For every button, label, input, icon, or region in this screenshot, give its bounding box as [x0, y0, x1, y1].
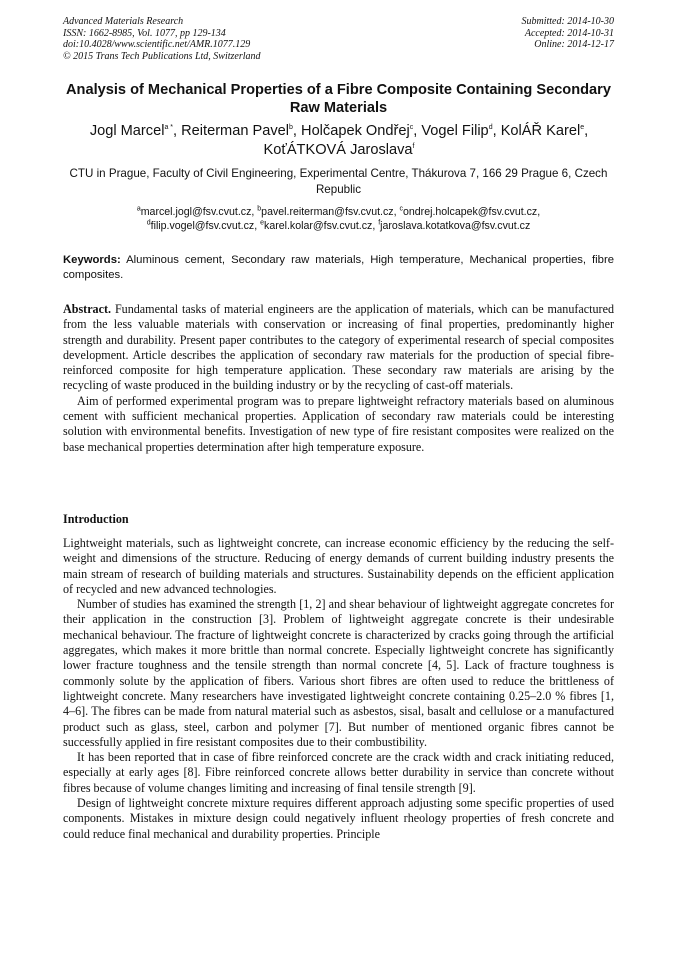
author-affil-sup: a *: [164, 124, 174, 132]
email-sup: e: [260, 219, 265, 227]
author-name: KoťÁTKOVÁ Jaroslava: [263, 141, 413, 158]
body-paragraph: It has been reported that in case of fibre reinforced concrete are the crack width and crack initiating reduced, especially at early ages [8]. Fibre reinforced concrete allows better durability in service than concrete without fibres because of volume changes limiting and increasing of final tensile strength [9].: [63, 750, 614, 795]
publication-dates: [522, 16, 615, 51]
email-sup: c: [399, 205, 403, 213]
section-heading: Introduction: [63, 512, 129, 526]
email-list: $^a$marcel.jogl@fsv.cvut.cz, $^b$pavel.reiterman@fsv.cvut.cz, $^c$ondrej.holcapek@fsv.cvut.cz, $^d$filip.vogel@fsv.cvut.cz, $^e$karel.kolar@fsv.cvut.cz, $^f$jaroslava.kotatkova@fsv.cvut.cz: [136, 205, 541, 232]
introduction-section: [63, 536, 614, 842]
email-link[interactable]: karel.kolar@fsv.cvut.cz: [264, 220, 373, 232]
author-name: Holčapek Ondřej: [301, 123, 410, 139]
abstract: [63, 302, 614, 455]
author-name: Reiterman Pavel: [181, 123, 290, 139]
author-affil-sup: e: [580, 124, 585, 132]
author-affil-sup: c: [409, 124, 414, 132]
author-affil-sup: d: [488, 124, 493, 132]
email-sup: f: [378, 219, 381, 227]
paper-title: Analysis of Mechanical Properties of a Fibre Composite Containing Secondary Raw Materials: [66, 82, 611, 116]
accepted-date: Accepted: 2014-10-31: [524, 27, 614, 39]
abstract-paragraph: Fundamental tasks of material engineers are the application of materials, which can be manufactured from the less valuable materials with conservation or increasing of final properties, predominantly higher strength and durability. Present paper contributes to the category of experimental research of special composites development. Article describes the application of secondary raw materials for the production of special fibre-reinforced composite for high temperature application. These secondary raw materials are arising by the recycling of waste produced in the building industry or by the recycling of cast-off materials.: [63, 302, 614, 393]
journal-info: [63, 16, 261, 62]
issn-line: ISSN: 1662-8985, Vol. 1077, pp 129-134: [63, 27, 226, 39]
email-sup: b: [257, 205, 262, 213]
email-link[interactable]: ondrej.holcapek@fsv.cvut.cz: [403, 206, 538, 218]
email-link[interactable]: marcel.jogl@fsv.cvut.cz: [140, 206, 252, 218]
author-affil-sup: f: [412, 142, 415, 150]
author-name: Vogel Filip: [421, 123, 489, 139]
online-date: Online: 2014-12-17: [534, 39, 614, 50]
submitted-date: Submitted: 2014-10-30: [521, 16, 614, 27]
body-paragraph: Lightweight materials, such as lightweight concrete, can increase economic efficiency by the reducing the self-weight and dimensions of the structure. Reducing of energy demands of current building industry presents the main stream of research of building materials and structures. Sustainability depends on the efficient application of recycled and new advanced technologies.: [63, 536, 614, 596]
keywords-text: Aluminous cement, Secondary raw materials, High temperature, Mechanical properties, fibre composites.: [63, 254, 614, 281]
author-name: Jogl Marcel: [89, 123, 165, 139]
email-link[interactable]: pavel.reiterman@fsv.cvut.cz: [261, 206, 394, 218]
email-link[interactable]: filip.vogel@fsv.cvut.cz: [150, 220, 255, 232]
body-paragraph: Number of studies has examined the strength [1, 2] and shear behaviour of lightweight aggregate concretes for their application in the construction [3]. Problem of lightweight aggregate concrete is their undesirable mechanical behaviour. The fracture of lightweight concrete is characterized by cracks going through the artificial aggregates, which makes it more brittle than normal concrete. Especially lightweight concrete has significantly lower fracture toughness and the tensile strength than normal concrete [4, 5]. Lack of fracture toughness is commonly solute by the application of fibers. Various short fibres are often used to reduce the brittleness of lightweight concrete. Many researchers have investigated lightweight concrete containing 0.25–2.0 % fibres [1, 4–6]. The fibres can be made from natural material such as asbestos, sisal, basalt and cellulose or a manufactured product such as glass, steel, carbon and polymer [7]. But number of mentioned organic fibres cannot be successfully applied in fire resistant composites due to their combustibility.: [63, 597, 614, 749]
keywords: [63, 253, 614, 282]
abstract-paragraph: Aim of performed experimental program was to prepare lightweight refractory materials based on aluminous cement with sufficient mechanical properties. Application of secondary raw materials could be interesting solution with environmental benefits. Investigation of new type of fire resistant composites were realized on the base mechanical properties determination after high temperature exposure.: [63, 393, 614, 454]
author-list: Jogl Marcel$^{a *}$, Reiterman Pavel$^b$, Holčapek Ondřej$^c$, Vogel Filip$^d$, KolÁŘ Karel$^e$, KoťÁTKOVÁ Jaroslava$^f$: [89, 123, 589, 158]
body-paragraph: Design of lightweight concrete mixture requires different approach adjusting some specific properties of used components. Mistakes in mixture design could negatively influent rheology properties of fresh concrete and could reduce final mechanical and durability properties. Principle: [63, 796, 614, 841]
copyright-line: © 2015 Trans Tech Publications Ltd, Switzerland: [63, 50, 261, 62]
abstract-label: Abstract.: [63, 302, 112, 316]
email-sup: a: [136, 205, 141, 213]
journal-name: Advanced Materials Research: [63, 16, 184, 27]
affiliation: CTU in Prague, Faculty of Civil Engineering, Experimental Centre, Thákurova 7, 166 29 Prague 6, Czech Republic: [69, 167, 608, 196]
author-name: KolÁŘ Karel: [500, 123, 581, 139]
author-affil-sup: b: [289, 124, 293, 132]
email-link[interactable]: jaroslava.kotatkova@fsv.cvut.cz: [380, 220, 531, 232]
doi-line[interactable]: doi:10.4028/www.scientific.net/AMR.1077.129: [63, 39, 251, 50]
keywords-label: Keywords:: [63, 254, 121, 266]
email-sup: d: [146, 219, 151, 227]
